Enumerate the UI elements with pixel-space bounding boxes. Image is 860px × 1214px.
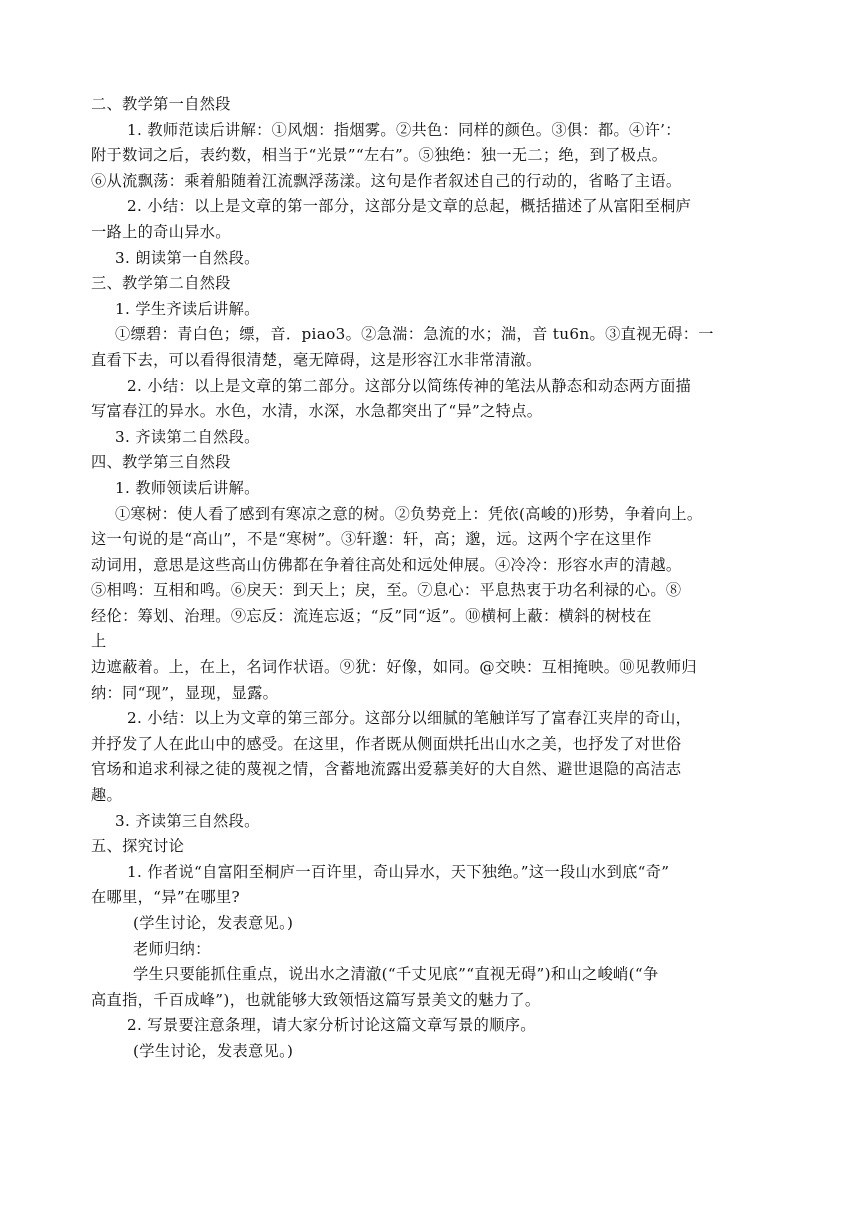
text-line: 上 [91, 632, 107, 651]
text-line: 3. 齐读第三自然段。 [115, 811, 260, 830]
text-line: 2. 写景要注意条理，请大家分析讨论这篇文章写景的顺序。 [127, 1016, 536, 1035]
text-line: ①缥碧：青白色；缥，音．piao3。②急湍：急流的水；湍，音 tu6n。③直视无碍：一 [115, 325, 714, 344]
text-line: 一路上的奇山异水。 [91, 222, 231, 241]
text-line: 趣。 [91, 786, 123, 805]
text-line: 3. 齐读第二自然段。 [115, 427, 260, 446]
text-line: ⑥从流飘荡：乘着船随着江流飘浮荡漾。这句是作者叙述自己的行动的，省略了主语。 [91, 171, 682, 190]
text-line: 边遮蔽着。上，在上，名词作状语。⑨犹：好像，如同。@交映：互相掩映。⑩见教师归 [91, 658, 697, 677]
section-heading: 五、探究讨论 [91, 837, 185, 856]
text-line: 并抒发了人在此山中的感受。在这里，作者既从侧面烘托出山水之美，也抒发了对世俗 [91, 734, 682, 753]
text-line: (学生讨论，发表意见。) [133, 1041, 294, 1060]
text-line: 直看下去，可以看得很清楚，毫无障碍，这是形容江水非常清澈。 [91, 350, 542, 369]
text-line: 纳：同“现”，显现，显露。 [91, 683, 279, 702]
text-line: 学生只要能抓住重点，说出水之清澈(“千丈见底”“直视无碍”)和山之峻峭(“争 [133, 965, 659, 984]
text-line: (学生讨论，发表意见。) [133, 914, 294, 932]
text-line: 3. 朗读第一自然段。 [115, 248, 260, 267]
section-heading: 四、教学第三自然段 [91, 453, 231, 472]
text-line: 1. 作者说“自富阳至桐庐一百许里，奇山异水，天下独绝。”这一段山水到底“奇” [127, 862, 670, 881]
text-line: 这一句说的是“高山”，不是“寒树”。③轩邈：轩，高；邈，远。这两个字在这里作 [91, 530, 652, 549]
text-line: 老师归纳： [133, 939, 211, 958]
text-line: 经伦：筹划、治理。⑨忘反：流连忘返；“反”同“返”。⑩横柯上蔽：横斜的树枝在 [91, 606, 652, 625]
text-line: ⑤相鸣：互相和鸣。⑥戾天：到天上；戾，至。⑦息心：平息热衷于功名利禄的心。⑧ [91, 581, 682, 600]
text-line: 写富春江的异水。水色，水清，水深，水急都突出了“异”之特点。 [91, 402, 543, 421]
document-body [91, 92, 771, 1065]
text-line: 2. 小结：以上是文章的第一部分，这部分是文章的总起，概括描述了从富阳至桐庐 [127, 197, 692, 216]
section-heading: 二、教学第一自然段 [91, 95, 231, 113]
text-line: 高直指，千百成峰”)，也就能够大致领悟这篇写景美文的魅力了。 [91, 990, 541, 1009]
text-line: 2. 小结：以上是文章的第二部分。这部分以简练传神的笔法从静态和动态两方面描 [127, 376, 692, 395]
text-line: 动词用，意思是这些高山仿佛都在争着往高处和远处伸展。④冷冷：形容水声的清越。 [91, 555, 682, 574]
text-line: 附于数词之后，表约数，相当于“光景”“左右”。⑤独绝：独一无二；绝，到了极点。 [91, 146, 668, 165]
text-line: 1. 教师范读后讲解：①风烟：指烟雾。②共色：同样的颜色。③俱：都。④许’： [127, 120, 681, 139]
text-line: 1. 学生齐读后讲解。 [115, 299, 260, 318]
text-line: ①寒树：使人看了感到有寒凉之意的树。②负势竞上：凭依(高峻的)形势，争着向上。 [115, 504, 703, 523]
text-line: 2. 小结：以上为文章的第三部分。这部分以细腻的笔触详写了富春江夹岸的奇山， [127, 709, 692, 728]
text-line: 官场和追求利禄之徒的蔑视之情，含蓄地流露出爱慕美好的大自然、避世退隐的高洁志 [91, 760, 682, 779]
text-line: 在哪里，“异”在哪里? [91, 888, 241, 907]
text-line: 1. 教师领读后讲解。 [115, 478, 260, 497]
section-heading: 三、教学第二自然段 [91, 274, 231, 293]
